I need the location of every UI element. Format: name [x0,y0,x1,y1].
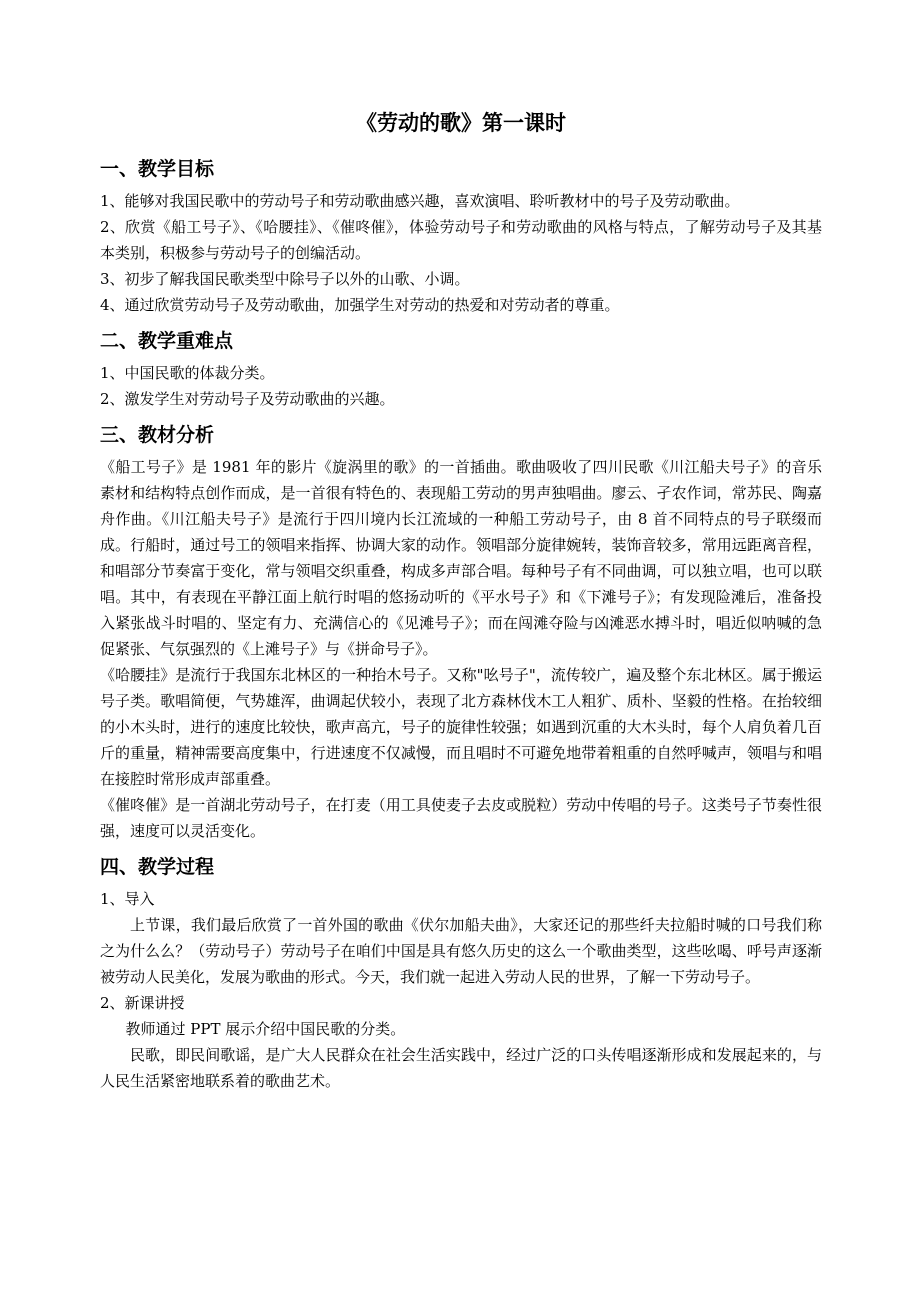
document-title: 《劳动的歌》第一课时 [356,111,566,135]
paragraph: 民歌，即民间歌谣，是广大人民群众在社会生活实践中，经过广泛的口头传唱逐渐形成和发展起来的，与人民生活紧密地联系着的歌曲艺术。 [100,1046,822,1090]
paragraph: 《催咚催》是一首湖北劳动号子，在打麦（用工具使麦子去皮或脱粒）劳动中传唱的号子。这类号子节奏性很强，速度可以灵活变化。 [100,796,822,840]
paragraph: 教师通过 PPT 展示介绍中国民歌的分类。 [125,1020,406,1038]
section-heading: 二、教学重难点 [100,330,234,352]
paragraph: 《哈腰挂》是流行于我国东北林区的一种抬木号子。又称"吆号子"，流传较广，遍及整个东北林区。属于搬运号子类。歌唱简便，气势雄浑，曲调起伏较小，表现了北方森林伐木工人粗犷、质朴、坚毅的性格。在抬较细的小木头时，进行的速度比较快，歌声高亢，号子的旋律性较强；如遇到沉重的大木头时，每个人肩负着几百斤的重量，精神需要高度集中，行进速度不仅减慢，而且唱时不可避免地带着粗重的自然呼喊声，领唱与和唱在接腔时常形成声部重叠。 [100,666,822,788]
paragraph: 1、导入 [100,890,155,908]
document-page [100,108,822,1104]
section-heading: 三、教材分析 [100,424,215,446]
section-teaching-process [100,854,822,1094]
paragraph: 《船工号子》是 1981 年的影片《旋涡里的歌》的一首插曲。歌曲吸收了四川民歌《川江船夫号子》的音乐素材和结构特点创作而成，是一首很有特色的、表现船工劳动的男声独唱曲。廖云、孑农作词，常苏民、陶嘉舟作曲。《川江船夫号子》是流行于四川境内长江流域的一种船工劳动号子，由 8 首不同特点的号子联缀而成。行船时，通过号工的领唱来指挥、协调大家的动作。领唱部分旋律婉转，装饰音较多，常用远距离音程，和唱部分节奏富于变化，常与领唱交织重叠，构成多声部合唱。每种号子有不同曲调，可以独立唱，也可以联唱。其中，有表现在平静江面上航行时唱的悠扬动听的《平水号子》和《下滩号子》；有发现险滩后，准备投入紧张战斗时唱的、坚定有力、充满信心的《见滩号子》；而在闯滩夺险与凶滩恶水搏斗时，唱近似呐喊的急促紧张、气氛强烈的《上滩号子》与《拼命号子》。 [100,458,822,658]
paragraph: 2、欣赏《船工号子》、《哈腰挂》、《催咚催》，体验劳动号子和劳动歌曲的风格与特点，了解劳动号子及其基本类别，积极参与劳动号子的创编活动。 [100,218,822,262]
section-heading: 四、教学过程 [100,856,215,878]
paragraph: 1、中国民歌的体裁分类。 [100,364,275,382]
section-material-analysis [100,422,822,844]
paragraph: 2、激发学生对劳动号子及劳动歌曲的兴趣。 [100,390,395,408]
paragraph: 4、通过欣赏劳动号子及劳动歌曲，加强学生对劳动的热爱和对劳动者的尊重。 [100,296,620,314]
paragraph: 3、初步了解我国民歌类型中除号子以外的山歌、小调。 [100,270,470,288]
paragraph: 1、能够对我国民歌中的劳动号子和劳动歌曲感兴趣，喜欢演唱、聆听教材中的号子及劳动歌曲。 [100,192,740,210]
section-teaching-goals [100,156,822,318]
section-key-points [100,328,822,412]
section-heading: 一、教学目标 [100,158,215,180]
paragraph: 上节课，我们最后欣赏了一首外国的歌曲《伏尔加船夫曲》，大家还记的那些纤夫拉船时喊的口号我们称之为什么么？（劳动号子）劳动号子在咱们中国是具有悠久历史的这么一个歌曲类型，这些吆喝、呼号声逐渐被劳动人民美化，发展为歌曲的形式。今天，我们就一起进入劳动人民的世界，了解一下劳动号子。 [100,916,822,986]
paragraph: 2、新课讲授 [100,994,185,1012]
